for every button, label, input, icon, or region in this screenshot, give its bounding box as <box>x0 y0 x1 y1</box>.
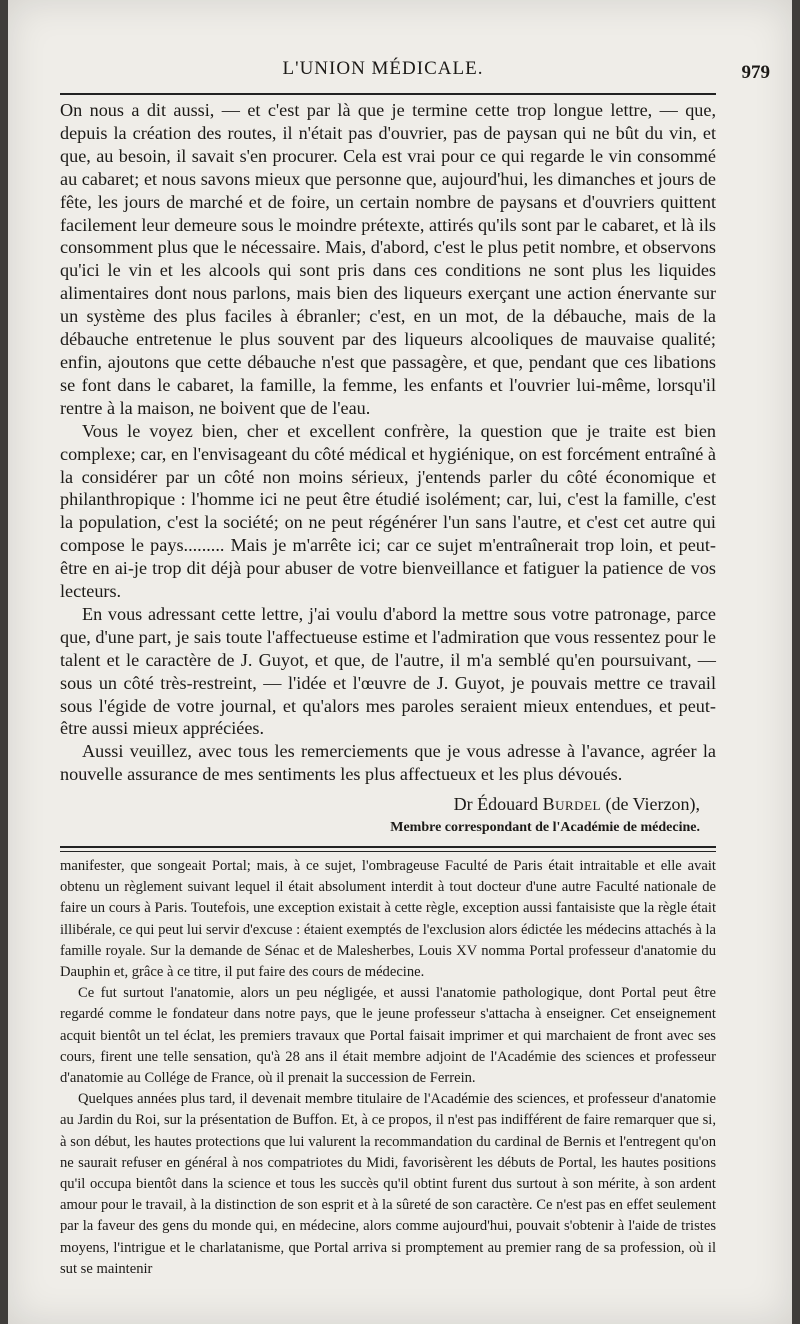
footnote-paragraph: manifester, que songeait Portal; mais, à ce sujet, l'ombrageuse Faculté de Paris était intraitable et elle avait obtenu un règlement suivant lequel il était absolument interdit à tout docteur d'une autre Faculté nationale de faire un cours à Paris. Toutefois, une exception existait à cette règle, exception aussi fantaisiste que la règle était illibérale, ce qui peut lui servir d'excuse : étaient exemptés de l'exclusion alors édictée les médecins attachés à la famille royale. Sur la demande de Sénac et de Malesherbes, Louis XV nomma Portal professeur d'anatomie du Dauphin et, grâce à ce titre, il put faire des cours de médecine. <box>60 858 716 981</box>
letter-paragraph: Aussi veuillez, avec tous les remerciements que je vous adresse à l'avance, agréer la nouvelle assurance de mes sentiments les plus affectueux et les plus dévoués. <box>60 741 716 785</box>
footnote-paragraph: Quelques années plus tard, il devenait membre titulaire de l'Académie des sciences, et professeur d'anatomie au Jardin du Roi, sur la présentation de Buffon. Et, à ce propos, il n'est pas indifférent de faire remarquer que si, à son début, les hautes protections que lui valurent la recommandation du cardinal de Bernis et l'entregent qu'on ne saurait refuser en général à nos compatriotes du Midi, favorisèrent les débuts de Portal, les hautes positions qu'il occupa bientôt dans la science et tous les succès qu'il obtint furent dus surtout à son mérite, à son ardent amour pour le travail, à la distinction de son esprit et à la sûreté de son caractère. Ce n'est pas en effet seulement par la faveur des gens du monde qui, en médecine, alors comme aujourd'hui, pouvait s'obtenir à l'aide de tristes moyens, l'intrigue et le charlatanisme, que Portal arriva si promptement au premier rang de sa profession, où il sut se maintenir <box>60 1091 716 1277</box>
signature-name <box>390 792 700 816</box>
signature-title: Membre correspondant de l'Académie de médecine. <box>390 820 700 835</box>
header-rule <box>60 93 716 95</box>
signature-suffix: (de Vierzon), <box>600 794 700 814</box>
page-header <box>60 58 770 90</box>
page-number: 979 <box>741 62 770 83</box>
book-page <box>8 0 792 1324</box>
signature-surname: Burdel <box>542 794 601 814</box>
footnote-body <box>60 856 716 1280</box>
signature-prefix: Dr Édouard <box>453 794 543 814</box>
footnote-paragraph: Ce fut surtout l'anatomie, alors un peu négligée, et aussi l'anatomie pathologique, dont Portal peut être regardé comme le fondateur dans notre pays, que le jeune professeur s'attacha à enseigner. Cet enseignement acquit bientôt un tel éclat, les premiers travaux que Portal faisait imprimer et qui marchaient de front avec ses cours, firent une telle sensation, qu'à 28 ans il était membre adjoint de l'Académie des sciences et professeur d'anatomie au Collége de France, où il prenait la succession de Ferrein. <box>60 985 716 1087</box>
running-title: L'UNION MÉDICALE. <box>282 58 484 79</box>
letter-paragraph: On nous a dit aussi, — et c'est par là que je termine cette trop longue lettre, — que, depuis la création des routes, il n'était pas d'ouvrier, pas de paysan qui ne bût du vin, et que, au besoin, il savait s'en procurer. Cela est vrai pour ce qui regarde le vin consommé au cabaret; et nous savons mieux que personne que, aujourd'hui, les dimanches et jours de fête, les jours de marché et de foire, un certain nombre de paysans et d'ouvriers quittent facilement leur demeure sous le moindre prétexte, attirés qu'ils sont par le cabaret, et là ils consomment plus que le nécessaire. Mais, d'abord, c'est le plus petit nombre, et observons qu'ici le vin et les alcools qui sont pris dans ces conditions ne sont plus les liquides alimentaires dont nous parlons, mais bien des liqueurs exerçant une action énervante sur un système des plus faciles à ébranler; c'est, en un mot, de la débauche, mais de la débauche entretenue le plus souvent par des liqueurs alcooliques de mauvaise qualité; enfin, ajoutons que cette débauche n'est que passagère, et que, pendant que ces libations se font dans le cabaret, la famille, la femme, les enfants et l'ouvrier lui-même, lorsqu'il rentre à la maison, ne boivent que de l'eau. <box>60 100 716 418</box>
letter-paragraph: En vous adressant cette lettre, j'ai voulu d'abord la mettre sous votre patronage, parce que, d'une part, je sais toute l'affectueuse estime et l'admiration que vous ressentez pour le talent et le caractère de J. Guyot, et que, de l'autre, il m'a semblé qu'en poursuivant, — sous un côté très-restreint, — l'idée et l'œuvre de J. Guyot, je pouvais mettre ce travail sous l'égide de votre journal, et qu'alors mes paroles seraient mieux entendues, et peut-être aussi mieux appréciées. <box>60 603 716 739</box>
footnote-rule <box>60 846 716 852</box>
signature-block <box>390 792 700 838</box>
letter-body <box>60 99 716 786</box>
letter-paragraph: Vous le voyez bien, cher et excellent confrère, la question que je traite est bien complexe; car, en l'envisageant du côté médical et hygiénique, on est forcément entraîné à la considérer par un côté non moins sérieux, j'entends parler du côté économique et philanthropique : l'homme ici ne peut être étudié isolément; car, lui, c'est la famille, c'est la population, c'est la société; on ne peut régénérer l'un sans l'autre, et c'est cet autre qui compose le pays......... Mais je m'arrête ici; car ce sujet m'entraînerait trop loin, et peut-être en ai-je trop dit déjà pour abuser de votre bienveillance et fatiguer la patience de vos lecteurs. <box>60 420 716 602</box>
